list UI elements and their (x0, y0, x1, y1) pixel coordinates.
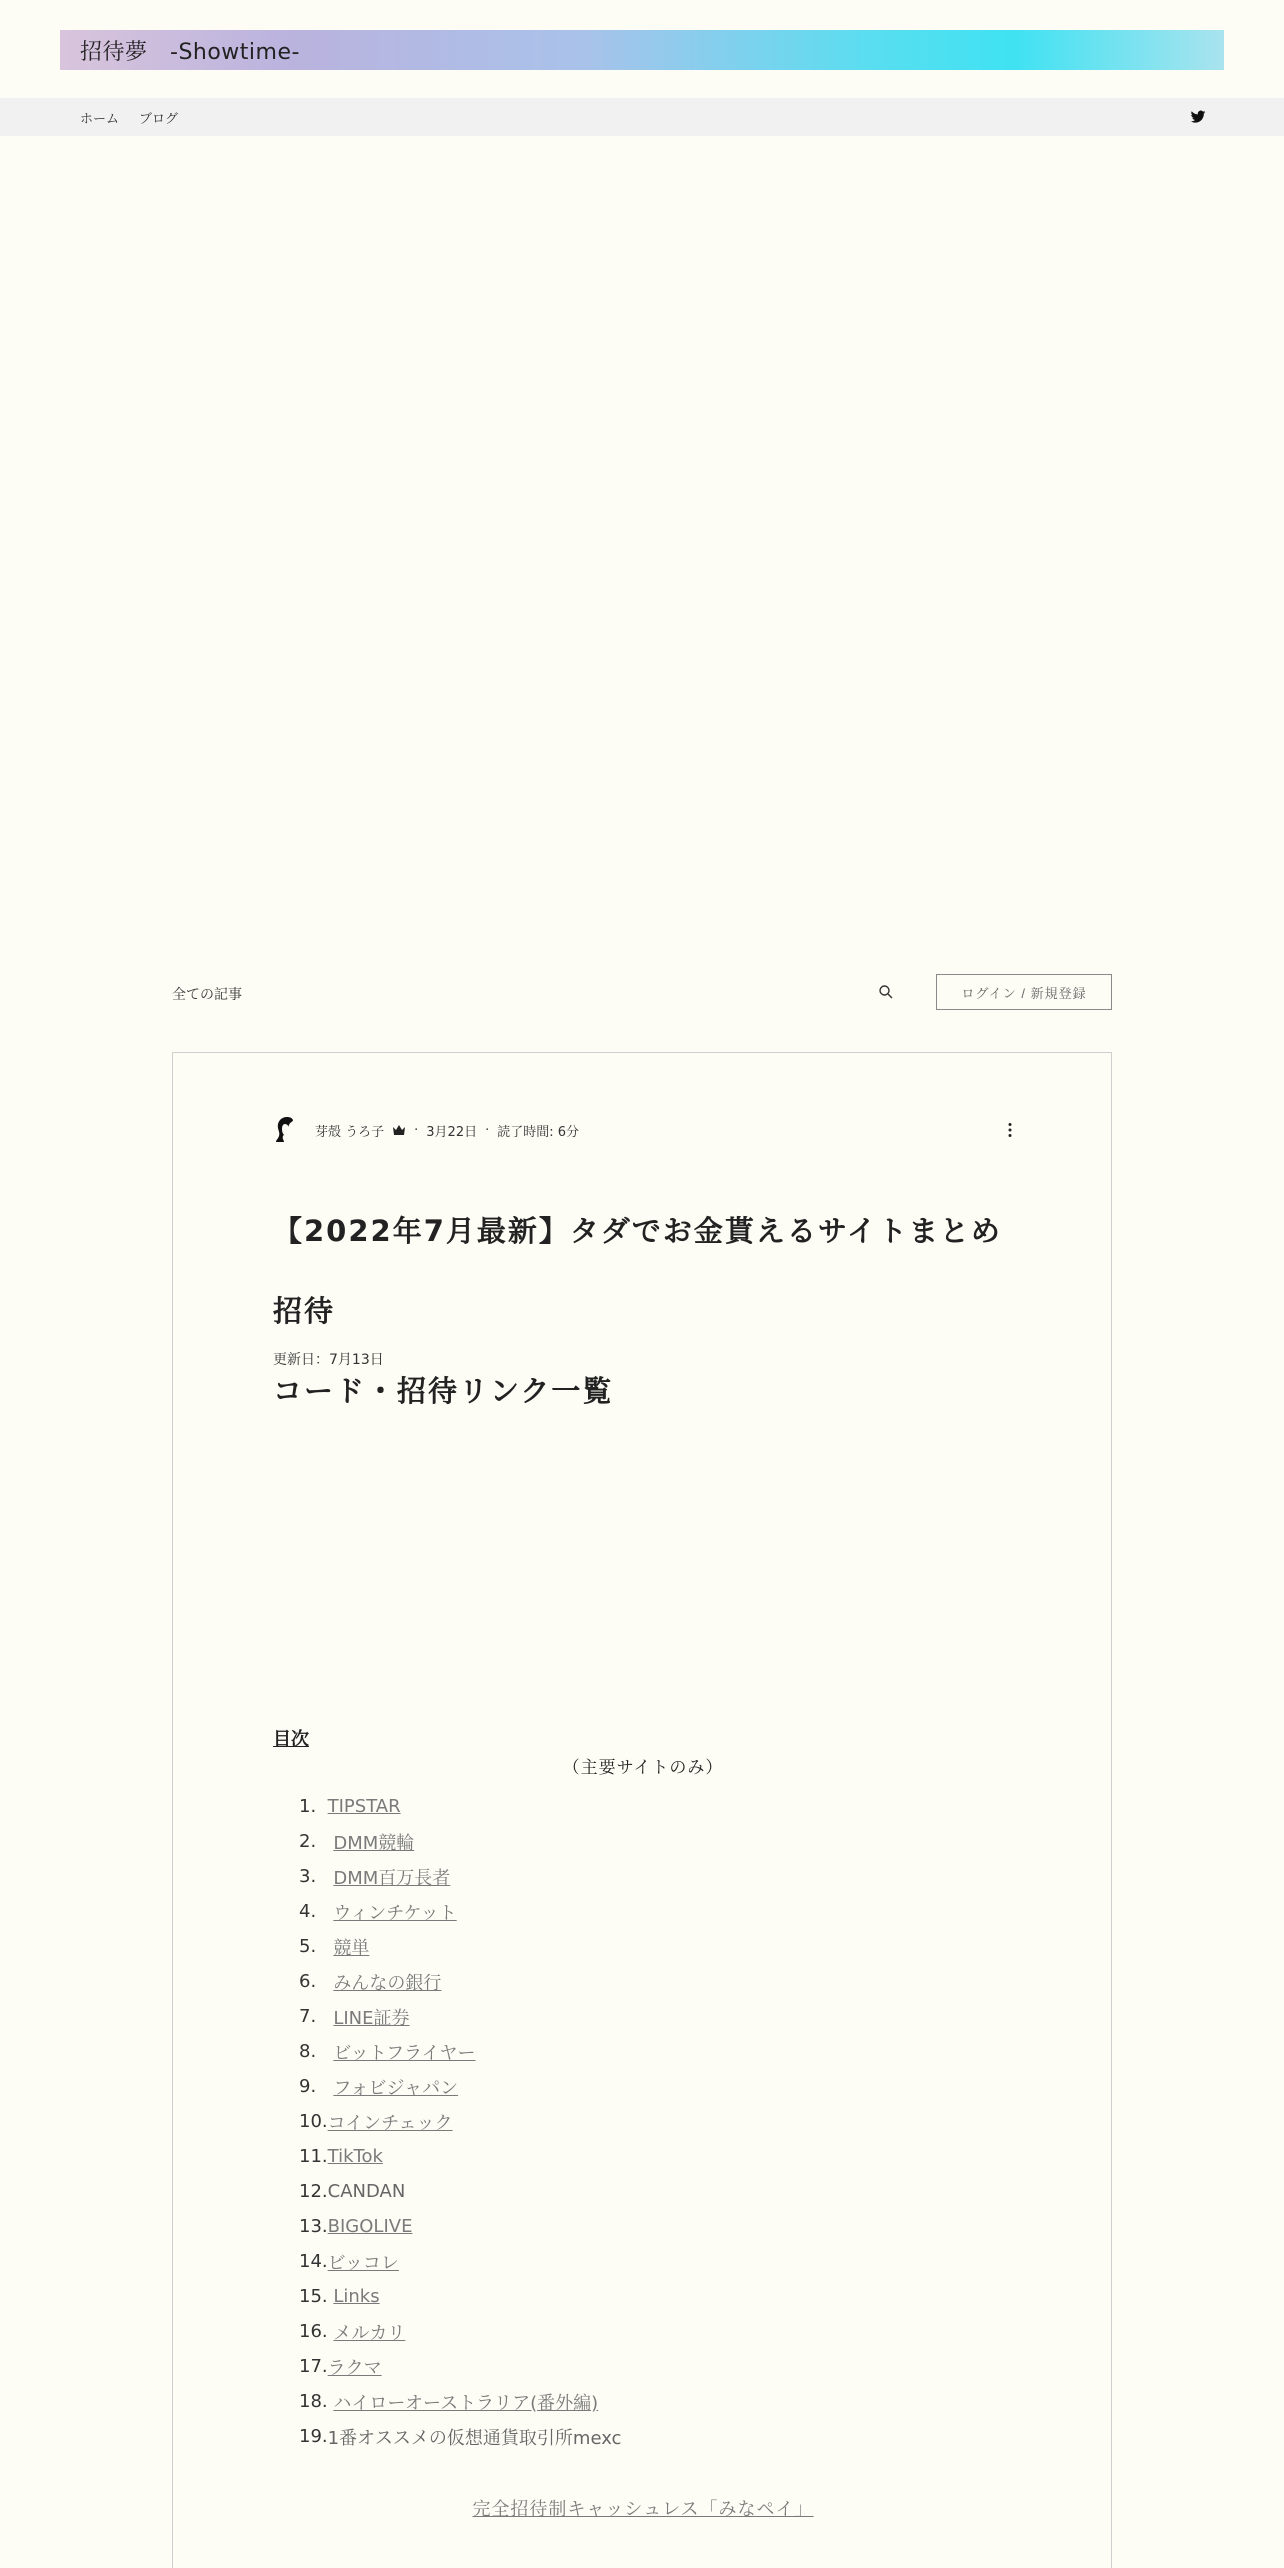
toc-item (299, 2419, 899, 2454)
toc-item[interactable] (299, 1859, 899, 1894)
toc-item-link[interactable]: コインチェック (327, 2112, 453, 2134)
toc-item-link[interactable]: Links (333, 2286, 380, 2307)
nav-blog[interactable]: ブログ (139, 111, 179, 127)
toc-item-number: 15. (299, 2286, 334, 2307)
toc-item-link[interactable]: LINE証券 (333, 2007, 410, 2029)
toc-item-number: 18. (299, 2391, 334, 2412)
toc-item-label: 1番オススメの仮想通貨取引所mexc (327, 2427, 622, 2449)
toc-item-link[interactable]: DMM百万長者 (333, 1867, 451, 1889)
login-button[interactable]: ログイン / 新規登録 (936, 974, 1112, 1010)
toc-list (299, 1789, 899, 2454)
toc-item-number: 6. (299, 1971, 334, 1992)
more-options-icon[interactable] (1007, 1122, 1013, 1138)
post-meta (315, 1121, 579, 1140)
toc-item[interactable] (299, 1824, 899, 1859)
author-name[interactable]: 芽殻 うろ子 (315, 1124, 385, 1140)
toc-item[interactable] (299, 2139, 899, 2174)
toc-heading: 目次 (273, 1729, 309, 1750)
nav-home[interactable]: ホーム (80, 111, 120, 127)
toc-item[interactable] (299, 1964, 899, 1999)
site-banner (60, 30, 1224, 70)
search-icon[interactable] (878, 984, 894, 1000)
read-time: 読了時間: 6分 (497, 1124, 580, 1140)
toc-item-link[interactable]: BIGOLIVE (327, 2216, 413, 2237)
toc-item-link[interactable]: DMM競輪 (333, 1832, 415, 1854)
toc-item-number: 13. (299, 2216, 328, 2237)
toc-item-number: 2. (299, 1831, 334, 1852)
toc-item[interactable] (299, 2349, 899, 2384)
toc-item-number: 4. (299, 1901, 334, 1922)
toc-subheading: （主要サイトのみ） (562, 1758, 724, 1778)
toc-item-number: 11. (299, 2146, 328, 2167)
toc-item[interactable] (299, 1789, 899, 1824)
post-title-line2: コード・招待リンク一覧 (273, 1374, 614, 1408)
post-title (273, 1191, 1033, 1431)
twitter-icon[interactable] (1190, 109, 1206, 125)
toc-item-number: 3. (299, 1866, 334, 1887)
toc-item[interactable] (299, 1999, 899, 2034)
toc-item[interactable] (299, 2069, 899, 2104)
toc-item[interactable] (299, 2034, 899, 2069)
toc-item-link[interactable]: TIPSTAR (327, 1796, 401, 1817)
toc-item-number: 9. (299, 2076, 334, 2097)
toc-item[interactable] (299, 2104, 899, 2139)
post-date: 3月22日 (426, 1124, 478, 1140)
toc-item-link[interactable]: フォビジャパン (333, 2077, 459, 2099)
toc-item-number: 8. (299, 2041, 334, 2062)
toc-item[interactable] (299, 2209, 899, 2244)
meta-separator: · (414, 1122, 419, 1138)
post-title-line1: 【2022年7月最新】タダでお金貰えるサイトまとめ 招待 (273, 1214, 1033, 1328)
toc-item[interactable] (299, 2384, 899, 2419)
toc-item-number: 7. (299, 2006, 334, 2027)
toc-item-number: 14. (299, 2251, 328, 2272)
toc-item-number: 19. (299, 2426, 328, 2447)
avatar[interactable] (273, 1115, 299, 1145)
blog-header (172, 974, 1112, 1010)
toc-item-label: CANDAN (327, 2181, 406, 2202)
toc-item (299, 2174, 899, 2209)
toc-item-number: 10. (299, 2111, 328, 2132)
toc-item-link[interactable]: ウィンチケット (333, 1902, 457, 1924)
toc-item-link[interactable]: みんなの銀行 (333, 1972, 442, 1994)
all-posts-link[interactable]: 全ての記事 (172, 987, 242, 1003)
toc-item-link[interactable]: ビットフライヤー (333, 2042, 476, 2064)
toc-item-number: 16. (299, 2321, 334, 2342)
site-title[interactable]: 招待夢 -Showtime- (80, 39, 300, 65)
toc-item-link[interactable]: TikTok (327, 2146, 383, 2167)
meta-separator: · (485, 1122, 490, 1138)
updated-date: 更新日：7月13日 (273, 1352, 384, 1368)
crown-icon (392, 1124, 406, 1136)
toc-item-link[interactable]: ラクマ (327, 2357, 382, 2379)
toc-item[interactable] (299, 2244, 899, 2279)
toc-item-link[interactable]: 競単 (333, 1937, 370, 1959)
toc-item-number: 12. (299, 2181, 328, 2202)
toc-item[interactable] (299, 1894, 899, 1929)
post-card (172, 1052, 1112, 2568)
toc-item-link[interactable]: ビッコレ (327, 2252, 399, 2274)
toc-item[interactable] (299, 2314, 899, 2349)
toc-item-number: 17. (299, 2356, 328, 2377)
minapay-link[interactable]: 完全招待制キャッシュレス「みなペイ」 (472, 2499, 814, 2520)
toc-item[interactable] (299, 1929, 899, 1964)
author-row (273, 1115, 1013, 1145)
toc-item-number: 5. (299, 1936, 334, 1957)
toc-item-link[interactable]: メルカリ (333, 2322, 406, 2344)
nav-bar (0, 98, 1284, 136)
toc-item-link[interactable]: ハイローオーストラリア(番外編) (333, 2392, 599, 2414)
toc-item[interactable] (299, 2279, 899, 2314)
toc-item-number: 1. (299, 1796, 328, 1817)
